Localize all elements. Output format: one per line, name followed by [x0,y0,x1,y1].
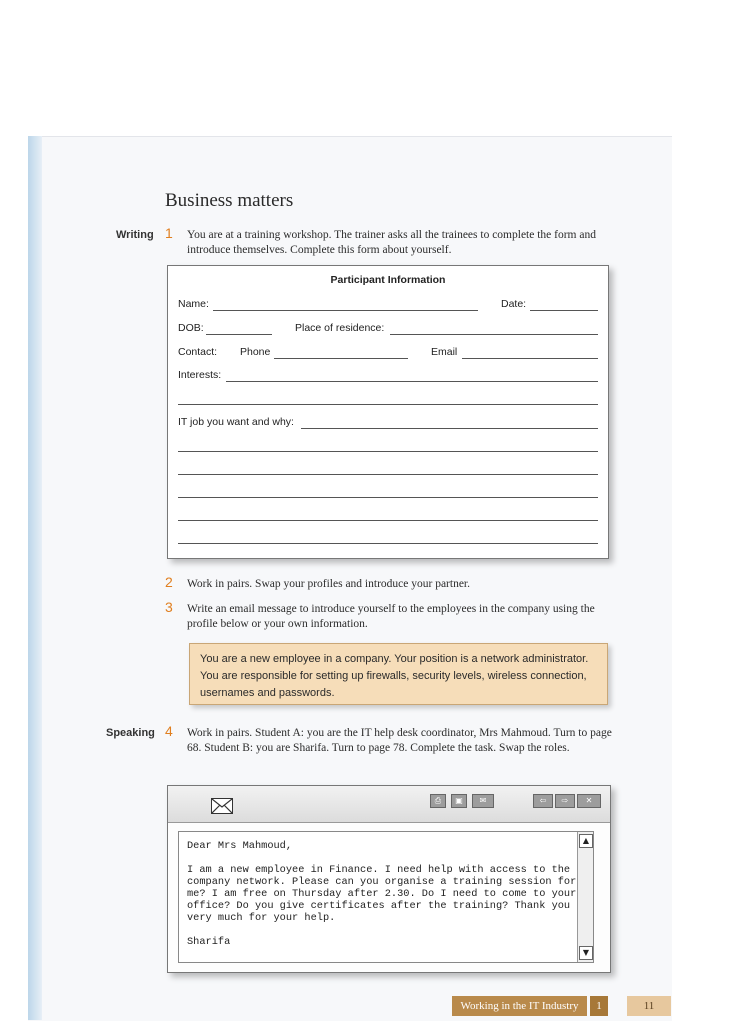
email-message[interactable] [178,831,594,963]
it-job-line-5[interactable] [178,520,598,521]
print-icon[interactable]: ⎙ [430,794,446,808]
residence-label: Place of residence: [295,322,385,334]
send-icon[interactable]: ✉ [472,794,494,808]
scroll-down-icon[interactable]: ▼ [579,946,593,960]
unit-number: 1 [590,996,608,1016]
residence-field[interactable] [390,334,598,335]
task-1-number: 1 [165,225,173,241]
dob-label: DOB: [178,322,204,334]
it-job-field[interactable] [301,428,598,429]
participant-form [167,265,609,559]
close-icon[interactable]: ✕ [577,794,601,808]
task-3-number: 3 [165,599,173,615]
email-greeting: Dear Mrs Mahmoud, [187,840,293,852]
email-body: I am a new employee in Finance. I need help with access to the company network. Please can you organise a training session for me? I am free on Thursday after 2.30. Do I need to come to your office? Do you give certificates after the training? Thank you very much for your help. [187,864,577,924]
name-label: Name: [178,298,209,310]
task-2-number: 2 [165,574,173,590]
email-signature: Sharifa [187,936,231,948]
it-job-line-3[interactable] [178,474,598,475]
it-job-line-4[interactable] [178,497,598,498]
task-2-text: Work in pairs. Swap your profiles and introduce your partner. [187,578,470,590]
date-label: Date: [501,298,527,310]
task-3-text: Write an email message to introduce yourself to the employees in the company using the profile below or your own information. [187,603,595,630]
role-callout: You are a new employee in a company. Your position is a network administrator. You are responsible for setting up firewalls, security levels, wireless connection, usernames and passwords. [189,643,608,705]
phone-label: Phone [240,346,271,358]
scrollbar[interactable] [577,832,593,962]
envelope-icon [211,798,233,814]
it-job-label: IT job you want and why: [178,416,294,428]
unit-title: Working in the IT Industry [452,996,587,1016]
form-heading: Participant Information [330,274,446,286]
task-4-text: Work in pairs. Student A: you are the IT help desk coordinator, Mrs Mahmoud. Turn to page 68. Student B: you are Sharifa. Turn to page 78. Complete the task. Swap the roles. [187,727,612,754]
scroll-up-icon[interactable]: ▲ [579,834,593,848]
page-title: Business matters [165,190,294,211]
date-field[interactable] [530,310,598,311]
back-icon[interactable]: ⇦ [533,794,553,808]
interests-field[interactable] [226,381,598,382]
email-label: Email [431,346,458,358]
email-field[interactable] [462,358,598,359]
email-toolbar [168,786,610,823]
name-field[interactable] [213,310,478,311]
task-4-number: 4 [165,723,173,739]
writing-label: Writing [116,229,154,241]
save-icon[interactable]: ▣ [451,794,467,808]
task-1-text: You are at a training workshop. The trainer asks all the trainees to complete the form and introduce themselves. Complete this form about yourself. [187,229,596,256]
email-text [187,840,577,948]
it-job-line-2[interactable] [178,451,598,452]
dob-field[interactable] [206,334,272,335]
email-window [167,785,611,973]
page-spine [28,136,42,1020]
interests-label: Interests: [178,369,222,381]
interests-line-2[interactable] [178,404,598,405]
speaking-label: Speaking [106,727,155,739]
it-job-line-6[interactable] [178,543,598,544]
forward-icon[interactable]: ⇨ [555,794,575,808]
page-number: 11 [627,996,671,1016]
contact-label: Contact: [178,346,218,358]
phone-field[interactable] [274,358,408,359]
